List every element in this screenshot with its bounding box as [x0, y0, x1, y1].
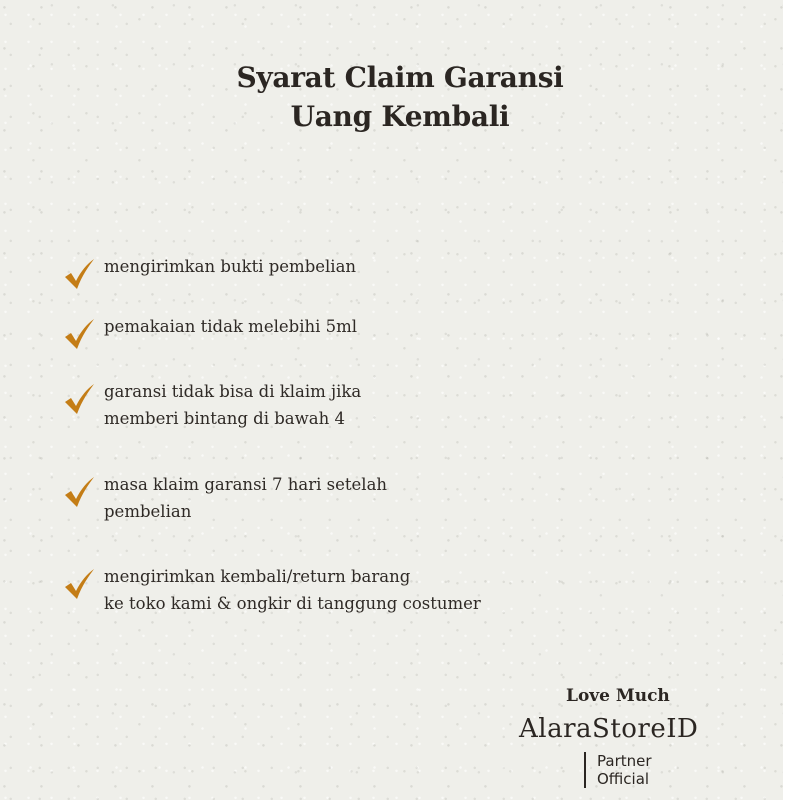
list-item	[62, 253, 356, 291]
checkmark-icon	[62, 382, 96, 416]
list-item	[62, 563, 481, 617]
list-item-line: mengirimkan kembali/return barang	[104, 567, 411, 586]
list-item-line: garansi tidak bisa di klaim jika	[104, 382, 362, 401]
title-line-2: Uang Kembali	[290, 100, 510, 133]
list-item	[62, 313, 357, 351]
list-item	[62, 471, 387, 525]
store-name: AlaraStoreID	[519, 714, 699, 744]
list-item-line: ke toko kami & ongkir di tanggung costumer	[104, 594, 481, 613]
checkmark-icon	[62, 567, 96, 601]
page-title	[180, 58, 620, 136]
checkmark-icon	[62, 317, 96, 351]
signature-text: Love Much	[566, 686, 670, 706]
list-item-line: pembelian	[104, 502, 192, 521]
list-item-line: masa klaim garansi 7 hari setelah	[104, 475, 388, 494]
list-item-line: pemakaian tidak melebihi 5ml	[104, 317, 358, 336]
title-line-1: Syarat Claim Garansi	[236, 61, 564, 94]
list-item-line: mengirimkan bukti pembelian	[104, 257, 357, 276]
list-item-text	[104, 471, 387, 525]
checkmark-icon	[62, 257, 96, 291]
list-item-text	[104, 378, 361, 432]
badge-line-2: Official	[597, 770, 650, 788]
badge-line-1: Partner	[597, 752, 652, 770]
list-item	[62, 378, 361, 432]
list-item-text	[104, 313, 357, 340]
checkmark-icon	[62, 475, 96, 509]
partner-official-badge	[584, 752, 652, 788]
list-item-line: memberi bintang di bawah 4	[104, 409, 345, 428]
list-item-text	[104, 253, 356, 280]
list-item-text	[104, 563, 481, 617]
